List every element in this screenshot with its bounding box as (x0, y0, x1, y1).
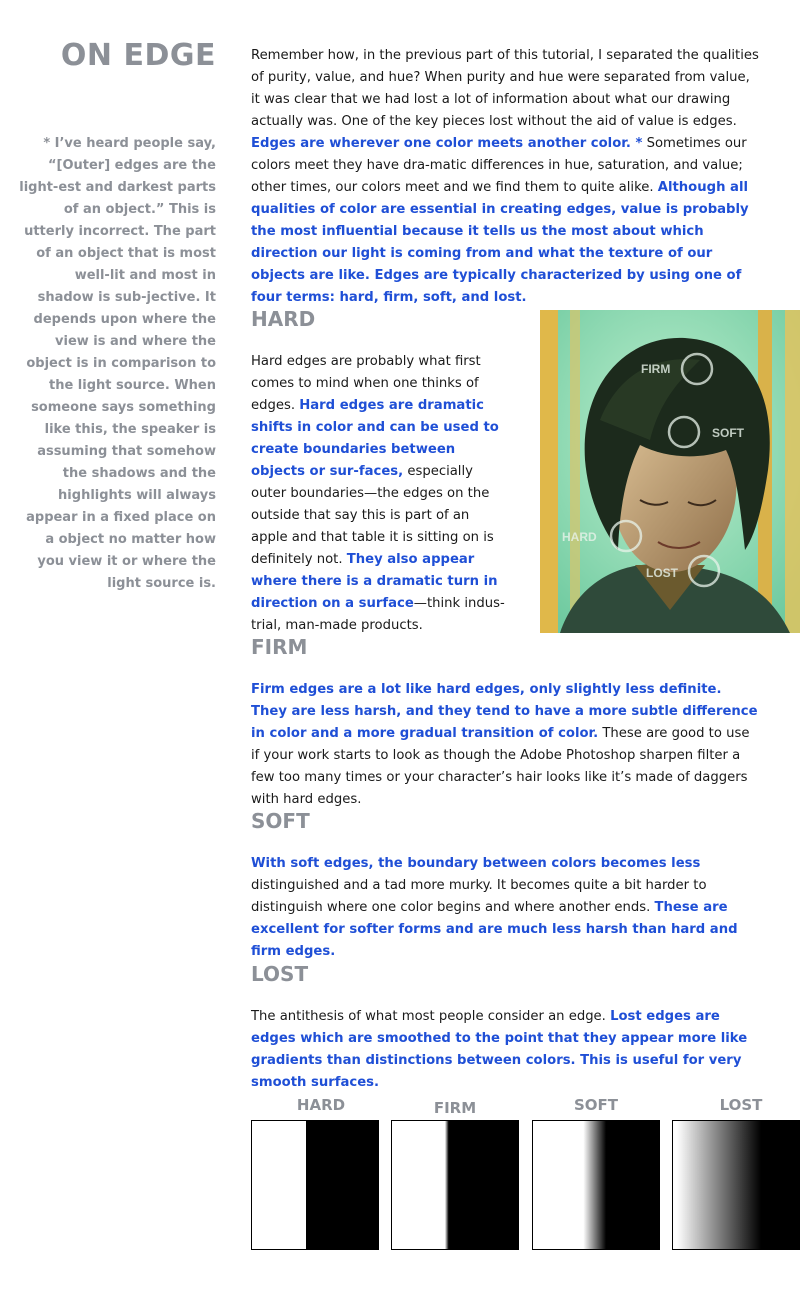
intro-text-2: Sometimes our colors meet they have dra-matic differences in hue, saturation, and value; other times, our colors meet and we find them to quite alike. (251, 136, 747, 195)
intro-text-1: Remember how, in the previous part of this tutorial, I separated the qualities of purity, value, and hue? When purity and hue were separated from value, it was clear that we had lost a lot of information about what our drawing actually was. One of the key pieces lost without the aid of value is edges. (251, 48, 759, 129)
heading-soft: SOFT (251, 809, 310, 833)
soft-text-1: distinguished and a tad more murky. It becomes quite a bit harder to distinguish where one color begins and where another ends. (251, 878, 707, 915)
swatch-label-firm: FIRM (433, 1099, 477, 1117)
label-hard: HARD (562, 530, 597, 544)
firm-highlight-1: Firm edges are a lot like hard edges, only slightly less definite. They are less harsh, and they tend to have a more subtle difference in color and a more gradual transition of color. (251, 682, 758, 741)
intro-highlight-1: Edges are wherever one color meets another color. * (251, 136, 643, 151)
hard-text-2: especially outer boundaries—the edges on the outside that say this is part of an apple and that table it is sitting on is definitely not. (251, 464, 494, 567)
hard-highlight-2: They also appear where there is a dramatic turn in direction on a surface (251, 552, 498, 611)
firm-text-1: These are good to use if your work starts to look as though the Adobe Photoshop sharpen filter a few too many times or your character’s hair looks like it’s made of daggers with hard edges. (251, 726, 750, 807)
hard-text-1: Hard edges are probably what first comes to mind when one thinks of edges. (251, 354, 481, 413)
swatch-label-hard: HARD (296, 1096, 346, 1114)
swatch-soft (532, 1120, 660, 1250)
soft-highlight-2: These are excellent for softer forms and are much less harsh than hard and firm edges. (251, 900, 738, 959)
intro-highlight-2: Although all qualities of color are essential in creating edges, value is probably the most influential because it tells us the most about which direction our light is coming from and what the texture of our objects are like. Edges are typically characterized by using one of four terms: hard, firm, soft, and lost. (251, 180, 749, 305)
page-title: ON EDGE (60, 38, 216, 73)
stripe-left (540, 310, 558, 633)
hard-highlight-1: Hard edges are dramatic shifts in color and can be used to create boundaries between objects or sur-faces, (251, 398, 499, 479)
portrait-illustration (540, 310, 800, 633)
swatch-lost (672, 1120, 800, 1250)
soft-paragraph (251, 853, 761, 963)
soft-highlight-1: With soft edges, the boundary between colors becomes less (251, 856, 701, 871)
firm-paragraph (251, 679, 761, 811)
lost-text-1: The antithesis of what most people consider an edge. (251, 1009, 611, 1024)
lost-paragraph (251, 1006, 761, 1094)
label-soft: SOFT (712, 426, 744, 440)
portrait-svg (540, 310, 800, 633)
lost-highlight-1: Lost edges are edges which are smoothed to the point that they appear more like gradients than distinctions between colors. This is useful for very smooth surfaces. (251, 1009, 748, 1090)
label-firm: FIRM (641, 362, 671, 376)
heading-hard: HARD (251, 307, 316, 331)
swatch-hard (251, 1120, 379, 1250)
swatch-label-lost: LOST (719, 1096, 763, 1114)
stripe-left-2 (570, 310, 580, 633)
swatch-label-soft: SOFT (573, 1096, 619, 1114)
label-lost: LOST (646, 566, 678, 580)
sidenote: * I’ve heard people say, “[Outer] edges are the light-est and darkest parts of an object.” This is utterly incorrect. The part of an object that is most well-lit and most in shadow is sub-jective. It depends upon where the view is and where the object is in comparison to the light source. When someone says something like this, the speaker is assuming that somehow the shadows and the highlights will always appear in a fixed place on a object no matter how you view it or where the light source is. (19, 136, 216, 591)
swatch-firm (391, 1120, 519, 1250)
heading-firm: FIRM (251, 635, 308, 659)
stripe-right-2 (785, 310, 800, 633)
hard-paragraph (251, 351, 507, 637)
intro-paragraph (251, 45, 761, 309)
heading-lost: LOST (251, 962, 309, 986)
hard-text-3: —think indus-trial, man-made products. (251, 596, 505, 633)
